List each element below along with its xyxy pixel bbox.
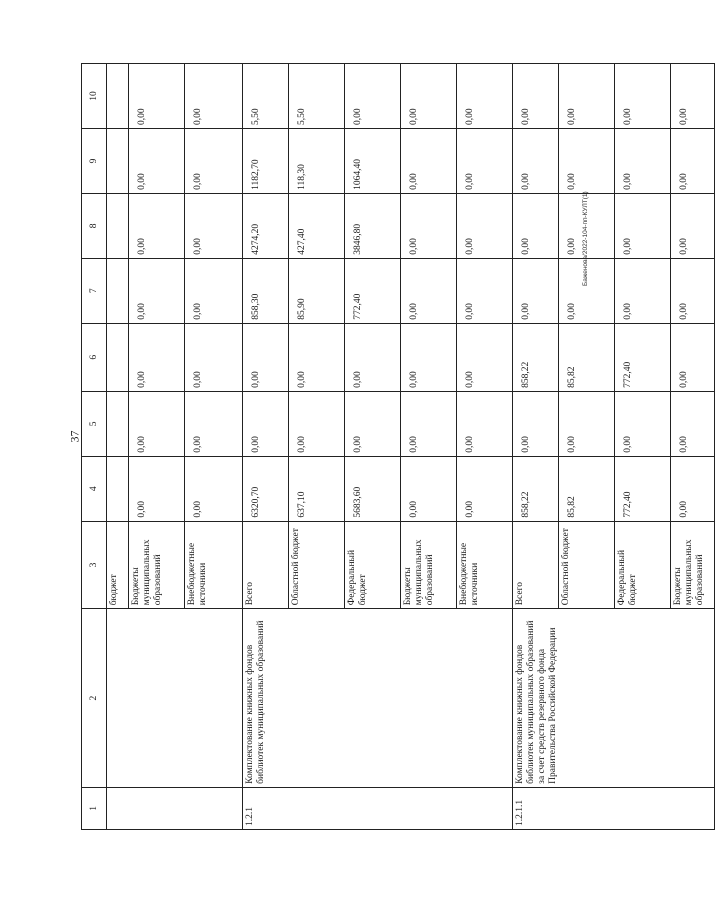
funding-source-cell: Внебюджетные источники — [185, 521, 243, 609]
row-description-cell: Комплектование книжных фондов библиотек муниципальных образований — [243, 609, 513, 788]
value-cell: 0,00 — [289, 323, 345, 391]
value-cell: 637,10 — [289, 456, 345, 521]
value-cell: 0,00 — [559, 258, 615, 323]
value-cell: 772,40 — [345, 258, 401, 323]
header-cell: 6 — [82, 323, 107, 391]
value-cell: 0,00 — [401, 258, 457, 323]
header-cell: 7 — [82, 258, 107, 323]
funding-source-cell: бюджет — [107, 521, 129, 609]
value-cell: 0,00 — [457, 193, 513, 258]
value-cell: 0,00 — [457, 258, 513, 323]
row-description-cell — [107, 609, 243, 788]
value-cell: 0,00 — [185, 64, 243, 129]
funding-source-cell: Бюджеты муниципальных образований — [401, 521, 457, 609]
value-cell: 3846,80 — [345, 193, 401, 258]
value-cell: 0,00 — [243, 391, 289, 456]
row-code-cell: 1.2.1.1 — [513, 787, 715, 829]
value-cell — [107, 128, 129, 193]
value-cell: 0,00 — [401, 193, 457, 258]
value-cell: 1064,40 — [345, 128, 401, 193]
value-cell: 0,00 — [401, 128, 457, 193]
value-cell: 858,22 — [513, 323, 559, 391]
value-cell: 0,00 — [513, 64, 559, 129]
funding-source-cell: Областной бюджет — [289, 521, 345, 609]
value-cell: 0,00 — [457, 323, 513, 391]
value-cell: 0,00 — [129, 323, 185, 391]
value-cell: 0,00 — [615, 193, 671, 258]
table-row — [513, 64, 559, 830]
value-cell: 0,00 — [615, 258, 671, 323]
value-cell: 5,50 — [243, 64, 289, 129]
value-cell: 0,00 — [129, 64, 185, 129]
funding-source-cell: Федеральный бюджет — [615, 521, 671, 609]
value-cell: 0,00 — [457, 128, 513, 193]
page-number: 37 — [67, 430, 82, 443]
value-cell: 6320,70 — [243, 456, 289, 521]
value-cell: 0,00 — [129, 258, 185, 323]
header-cell: 8 — [82, 193, 107, 258]
value-cell — [107, 391, 129, 456]
value-cell: 0,00 — [559, 64, 615, 129]
value-cell: 0,00 — [615, 128, 671, 193]
value-cell: 0,00 — [129, 391, 185, 456]
value-cell: 0,00 — [345, 64, 401, 129]
value-cell — [107, 193, 129, 258]
value-cell: 0,00 — [345, 323, 401, 391]
value-cell: 0,00 — [129, 456, 185, 521]
value-cell: 0,00 — [559, 193, 615, 258]
value-cell: 0,00 — [513, 128, 559, 193]
funding-source-cell: Бюджеты муниципальных образований — [671, 521, 715, 609]
value-cell: 0,00 — [671, 391, 715, 456]
header-cell: 2 — [82, 609, 107, 788]
value-cell: 0,00 — [615, 64, 671, 129]
header-row — [82, 64, 107, 830]
value-cell: 772,40 — [615, 323, 671, 391]
value-cell — [107, 456, 129, 521]
table-row — [107, 64, 129, 830]
row-code-cell — [107, 787, 243, 829]
value-cell: 0,00 — [671, 258, 715, 323]
value-cell: 0,00 — [401, 64, 457, 129]
value-cell: 0,00 — [401, 323, 457, 391]
value-cell: 0,00 — [185, 193, 243, 258]
value-cell: 0,00 — [185, 258, 243, 323]
row-description-cell: Комплектование книжных фондов библиотек муниципальных образований за счет средств резервного фонда Правительства Российской Федерации — [513, 609, 715, 788]
value-cell: 0,00 — [559, 128, 615, 193]
value-cell: 0,00 — [671, 128, 715, 193]
value-cell: 772,40 — [615, 456, 671, 521]
value-cell: 858,22 — [513, 456, 559, 521]
value-cell: 0,00 — [129, 128, 185, 193]
header-cell: 9 — [82, 128, 107, 193]
header-cell: 10 — [82, 64, 107, 129]
value-cell: 0,00 — [513, 391, 559, 456]
funding-source-cell: Внебюджетные источники — [457, 521, 513, 609]
value-cell: 0,00 — [243, 323, 289, 391]
value-cell: 1182,70 — [243, 128, 289, 193]
value-cell — [107, 64, 129, 129]
table-row — [243, 64, 289, 830]
value-cell: 0,00 — [615, 391, 671, 456]
funding-source-cell: Федеральный бюджет — [345, 521, 401, 609]
header-cell: 5 — [82, 391, 107, 456]
funding-source-cell: Бюджеты муниципальных образований — [129, 521, 185, 609]
value-cell: 0,00 — [345, 391, 401, 456]
value-cell: 0,00 — [671, 193, 715, 258]
value-cell: 4274,20 — [243, 193, 289, 258]
value-cell: 0,00 — [401, 391, 457, 456]
value-cell: 0,00 — [185, 128, 243, 193]
value-cell: 0,00 — [559, 391, 615, 456]
value-cell: 0,00 — [457, 391, 513, 456]
value-cell: 0,00 — [671, 64, 715, 129]
value-cell: 0,00 — [129, 193, 185, 258]
header-cell: 3 — [82, 521, 107, 609]
value-cell: 5,50 — [289, 64, 345, 129]
value-cell: 5683,60 — [345, 456, 401, 521]
value-cell: 427,40 — [289, 193, 345, 258]
value-cell: 0,00 — [671, 456, 715, 521]
value-cell: 0,00 — [185, 456, 243, 521]
value-cell: 858,30 — [243, 258, 289, 323]
header-cell: 1 — [82, 787, 107, 829]
value-cell — [107, 258, 129, 323]
value-cell: 85,82 — [559, 456, 615, 521]
value-cell: 85,90 — [289, 258, 345, 323]
value-cell: 0,00 — [289, 391, 345, 456]
funding-source-cell: Всего — [243, 521, 289, 609]
budget-table — [81, 63, 715, 830]
value-cell: 0,00 — [185, 391, 243, 456]
row-code-cell: 1.2.1 — [243, 787, 513, 829]
funding-source-cell: Областной бюджет — [559, 521, 615, 609]
value-cell: 0,00 — [513, 193, 559, 258]
header-cell: 4 — [82, 456, 107, 521]
value-cell: 85,82 — [559, 323, 615, 391]
value-cell: 0,00 — [671, 323, 715, 391]
value-cell: 0,00 — [513, 258, 559, 323]
value-cell: 0,00 — [185, 323, 243, 391]
document-code: Баженова/2022-104-пп-КУЛТ(1) — [582, 191, 589, 287]
value-cell — [107, 323, 129, 391]
value-cell: 0,00 — [401, 456, 457, 521]
value-cell: 0,00 — [457, 64, 513, 129]
funding-source-cell: Всего — [513, 521, 559, 609]
value-cell: 0,00 — [457, 456, 513, 521]
value-cell: 118,30 — [289, 128, 345, 193]
